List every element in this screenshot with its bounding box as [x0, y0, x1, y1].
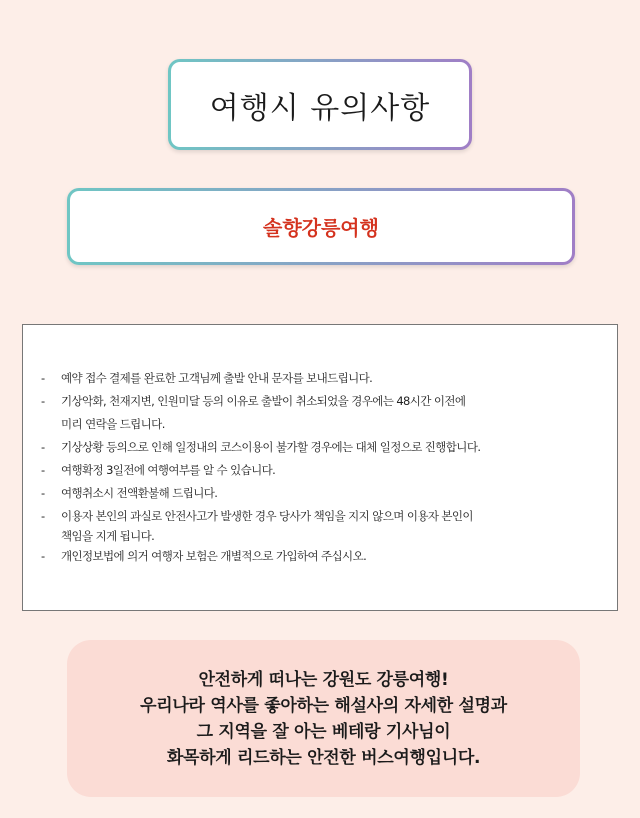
- title-box: [168, 59, 472, 150]
- notice-text: 기상상황 등의으로 인해 일정내의 코스이용이 불가할 경우에는 대체 일정으로 진행합니다.: [61, 440, 481, 454]
- notice-text: 예약 접수 결제를 완료한 고객님께 출발 안내 문자를 보내드립니다.: [61, 371, 373, 385]
- notice-text: 여행확정 3일전에 여행여부를 알 수 있습니다.: [61, 463, 276, 477]
- notice-text: 이용자 본인의 과실로 안전사고가 발생한 경우 당사가 책임을 지지 않으며 이용자 본인이: [61, 509, 473, 523]
- list-dash: -: [41, 394, 45, 408]
- list-dash: -: [41, 509, 45, 523]
- list-item: [37, 482, 597, 505]
- list-item: [37, 545, 597, 568]
- notice-list: [37, 367, 597, 568]
- promo-line: 그 지역을 잘 아는 베테랑 기사님이: [196, 721, 451, 742]
- list-item: [37, 505, 597, 545]
- list-dash: -: [41, 440, 45, 454]
- promo-line: 안전하게 떠나는 강원도 강릉여행!: [198, 669, 449, 690]
- list-item: [37, 367, 597, 390]
- list-item: [37, 459, 597, 482]
- promo-line: 우리나라 역사를 좋아하는 해설사의 자세한 설명과: [140, 695, 507, 716]
- notice-text-cont: 미리 연락을 드립니다.: [61, 417, 165, 431]
- promo-line: 화목하게 리드하는 안전한 버스여행입니다.: [166, 747, 481, 768]
- page-subtitle: 솔향강릉여행: [263, 216, 379, 240]
- list-dash: -: [41, 486, 45, 500]
- notice-text: 기상악화, 천재지변, 인원미달 등의 이유로 출발이 취소되었을 경우에는 48시간 이전에: [61, 394, 466, 408]
- notice-box: [22, 324, 618, 611]
- list-dash: -: [41, 463, 45, 477]
- list-dash: -: [41, 371, 45, 385]
- notice-text-cont: 책임을 지게 됩니다.: [61, 529, 155, 543]
- page-title: 여행시 유의사항: [209, 90, 431, 126]
- notice-text: 개인정보법에 의거 여행자 보험은 개별적으로 가입하여 주십시오.: [61, 549, 367, 563]
- list-item: [37, 436, 597, 459]
- list-dash: -: [41, 549, 45, 563]
- list-item: [37, 390, 597, 436]
- promo-box: [67, 640, 580, 797]
- subtitle-box: [67, 188, 575, 265]
- notice-text: 여행취소시 전액환불해 드립니다.: [61, 486, 218, 500]
